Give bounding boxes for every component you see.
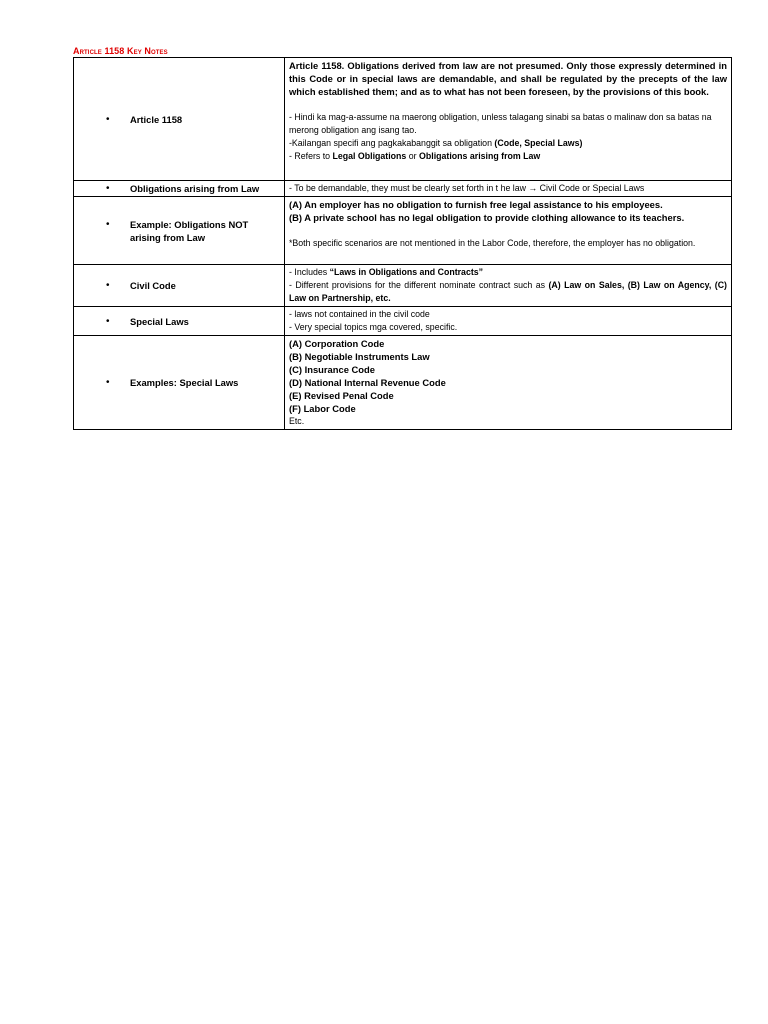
bullet-icon: • — [106, 183, 110, 194]
list-item: (C) Insurance Code — [289, 364, 375, 375]
table-row — [74, 265, 732, 307]
content-cell — [285, 197, 732, 265]
table-row — [74, 58, 732, 181]
topic-cell — [74, 58, 285, 181]
list-item: (F) Labor Code — [289, 403, 356, 414]
bullet-icon: • — [106, 280, 110, 291]
document-title: Article 1158 Key Notes — [73, 46, 168, 56]
note-text: *Both specific scenarios are not mentioned in the Labor Code, therefore, the employer has no obligation. — [289, 238, 696, 248]
topic-cell — [74, 336, 285, 430]
content-cell — [285, 336, 732, 430]
content-cell — [285, 58, 732, 181]
list-item: Etc. — [289, 416, 305, 426]
topic-cell — [74, 307, 285, 336]
article-text: Article 1158. Obligations derived from law are not presumed. Only those expressly determined in this Code or in special laws are demandable, and shall be regulated by the precepts of the law which established them; and as to what has not been foreseen, by the provisions of this book. — [289, 60, 727, 97]
list-item: (A) Corporation Code — [289, 338, 385, 349]
topic-cell — [74, 265, 285, 307]
content-cell: - laws not contained in the civil code - Very special topics mga covered, specific. — [285, 307, 732, 336]
example-b: (B) A private school has no legal obligation to provide clothing allowance to its teachers. — [289, 212, 685, 223]
bullet-icon: • — [106, 113, 110, 125]
topic-label: Examples: Special Laws — [130, 377, 239, 388]
content-cell: - To be demandable, they must be clearly set forth in t he law → Civil Code or Special Laws — [285, 181, 732, 197]
topic-label: Special Laws — [130, 315, 189, 327]
arrow-right-icon: → — [528, 183, 538, 193]
list-item: (D) National Internal Revenue Code — [289, 377, 446, 388]
content-cell: - Includes “Laws in Obligations and Contracts” - Different provisions for the different nominate contract such as (A) Law on Sales, (B) Law on Agency, (C) Law on Partnership, etc. — [285, 265, 732, 307]
bullet-icon: • — [106, 377, 110, 388]
topic-label: Obligations arising from Law — [130, 183, 260, 194]
example-a: (A) An employer has no obligation to furnish free legal assistance to his employees. — [289, 199, 663, 210]
key-notes-table — [73, 57, 732, 430]
note-text: -Kailangan specifi ang pagkakabanggit sa obligation (Code, Special Laws) — [289, 138, 583, 148]
bullet-icon: • — [106, 218, 110, 230]
note-text: - Hindi ka mag-a-assume na maerong obligation, unless talagang sinabi sa batas o malinaw don sa batas na merong obligation ang isang tao. — [289, 112, 712, 135]
bullet-icon: • — [106, 315, 110, 327]
table-row — [74, 336, 732, 430]
topic-label: Civil Code — [130, 280, 176, 291]
note-text: - Refers to Legal Obligations or Obligations arising from Law — [289, 151, 541, 161]
list-item: (B) Negotiable Instruments Law — [289, 351, 430, 362]
topic-label: Example: Obligations NOT arising from Law — [130, 218, 249, 243]
topic-cell — [74, 181, 285, 197]
topic-cell — [74, 197, 285, 265]
table-row — [74, 181, 732, 197]
list-item: (E) Revised Penal Code — [289, 390, 394, 401]
table-row — [74, 307, 732, 336]
topic-label: Article 1158 — [130, 113, 183, 125]
table-row — [74, 197, 732, 265]
